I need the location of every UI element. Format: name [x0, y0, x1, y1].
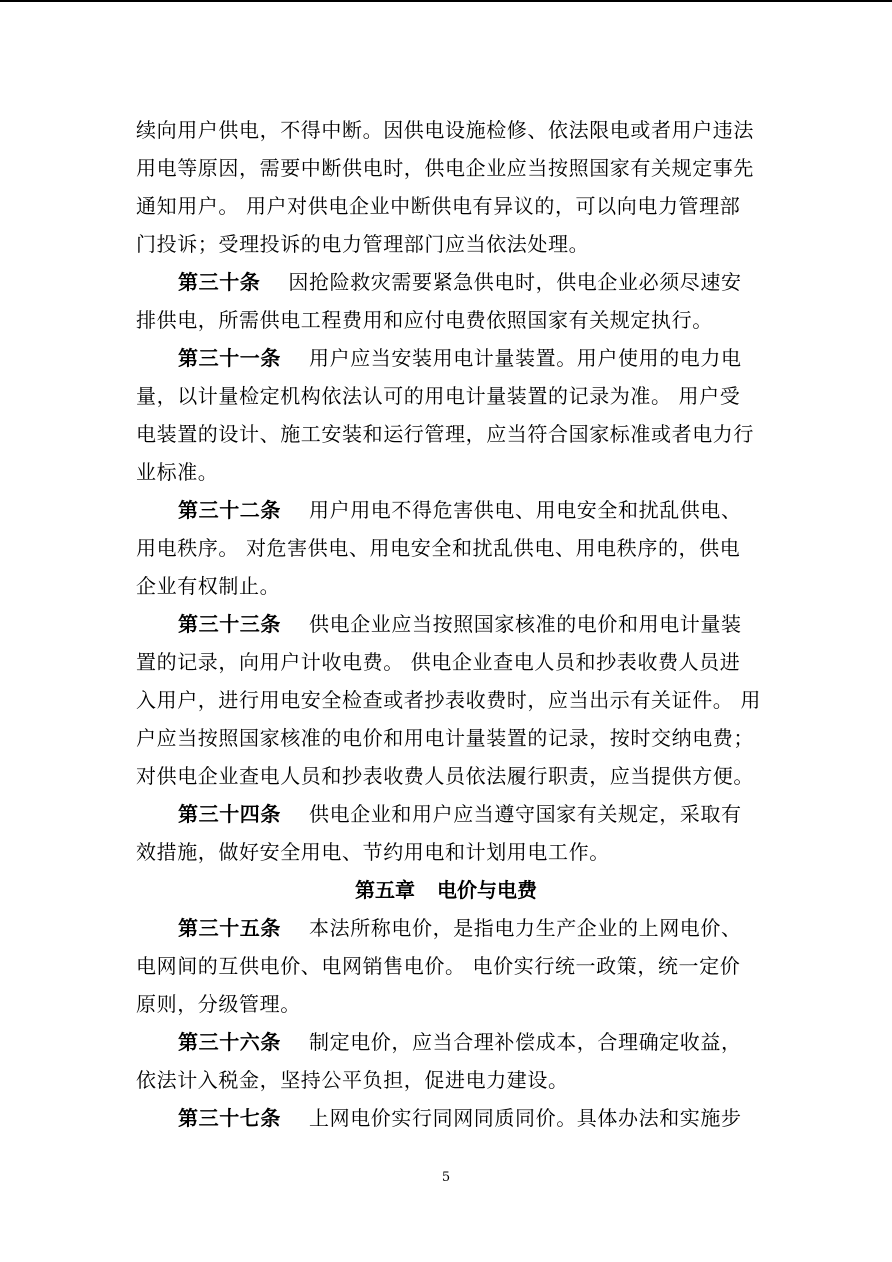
- article-title: 第三十六条: [178, 1030, 281, 1054]
- text-line: 企业有权制止。: [136, 574, 281, 598]
- chapter-title: 电价与电费: [437, 878, 537, 902]
- text-line: 业标准。: [136, 460, 219, 484]
- text-line: 通知用户。 用户对供电企业中断供电有异议的，可以向电力管理部: [136, 194, 741, 218]
- text-line: 电网间的互供电价、电网销售电价。 电价实行统一政策，统一定价: [136, 954, 741, 978]
- article-34: 第三十四条 供电企业和用户应当遵守国家有关规定，采取有: [178, 802, 742, 826]
- text-line: 效措施，做好安全用电、节约用电和计划用电工作。: [136, 840, 610, 864]
- article-35: 第三十五条 本法所称电价，是指电力生产企业的上网电价、: [178, 916, 742, 940]
- article-title: 第三十七条: [178, 1106, 281, 1130]
- text-line: 续向用户供电，不得中断。因供电设施检修、依法限电或者用户违法: [136, 118, 754, 142]
- text-line: 用电秩序。 对危害供电、用电安全和扰乱供电、用电秩序的，供电: [136, 536, 741, 560]
- text-line: 用电等原因，需要中断供电时，供电企业应当按照国家有关规定事先: [136, 156, 754, 180]
- article-30: 第三十条 因抢险救灾需要紧急供电时，供电企业必须尽速安: [178, 270, 742, 294]
- article-title: 第三十三条: [178, 612, 281, 636]
- text-line: 对供电企业查电人员和抄表收费人员依法履行职责，应当提供方便。: [136, 764, 754, 788]
- top-border-rule: [0, 0, 892, 2]
- article-title: 第三十一条: [178, 346, 281, 370]
- text-line: 依法计入税金，坚持公平负担，促进电力建设。: [136, 1068, 569, 1092]
- text-line: 入用户，进行用电安全检查或者抄表收费时，应当出示有关证件。 用: [136, 688, 761, 712]
- text-line: 门投诉；受理投诉的电力管理部门应当依法处理。: [136, 232, 590, 256]
- text-line: 量，以计量检定机构依法认可的用电计量装置的记录为准。 用户受: [136, 384, 741, 408]
- article-title: 第三十五条: [178, 916, 281, 940]
- article-title: 第三十四条: [178, 802, 281, 826]
- article-33: 第三十三条 供电企业应当按照国家核准的电价和用电计量装: [178, 612, 742, 636]
- article-32: 第三十二条 用户用电不得危害供电、用电安全和扰乱供电、: [178, 498, 742, 522]
- chapter-number: 第五章: [355, 878, 415, 902]
- article-31: 第三十一条 用户应当安装用电计量装置。用户使用的电力电: [178, 346, 742, 370]
- chapter-heading: [0, 871, 892, 909]
- text-line: 排供电，所需供电工程费用和应付电费依照国家有关规定执行。: [136, 308, 713, 332]
- page-number: 5: [441, 1170, 451, 1185]
- article-title: 第三十条: [178, 270, 261, 294]
- article-title: 第三十二条: [178, 498, 281, 522]
- article-36: 第三十六条 制定电价，应当合理补偿成本，合理确定收益，: [178, 1030, 742, 1054]
- article-37: 第三十七条 上网电价实行同网同质同价。具体办法和实施步: [178, 1106, 742, 1130]
- text-line: 户应当按照国家核准的电价和用电计量装置的记录，按时交纳电费；: [136, 726, 754, 750]
- text-line: 置的记录，向用户计收电费。 供电企业查电人员和抄表收费人员进: [136, 650, 741, 674]
- text-line: 原则，分级管理。: [136, 992, 301, 1016]
- text-line: 电装置的设计、施工安装和运行管理，应当符合国家标准或者电力行: [136, 422, 754, 446]
